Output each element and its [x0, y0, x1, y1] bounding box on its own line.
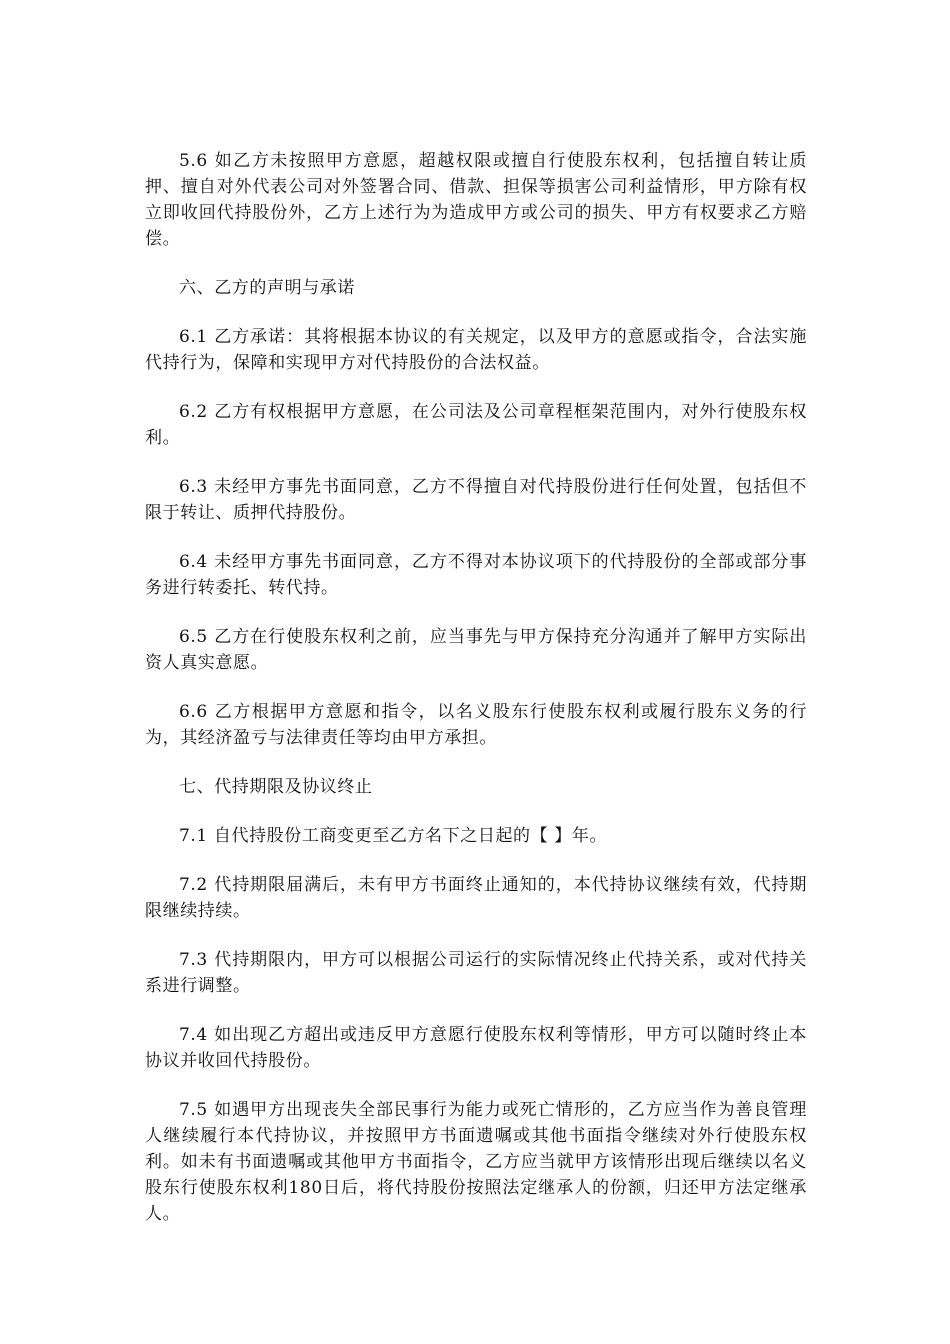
clause-6-2: 6.2 乙方有权根据甲方意愿，在公司法及公司章程框架范围内，对外行使股东权利。	[145, 402, 807, 448]
document-page	[145, 148, 807, 1250]
clause-7-2: 7.2 代持期限届满后，未有甲方书面终止通知的，本代持协议继续有效，代持期限继续持续。	[145, 875, 807, 921]
section-heading-6: 六、乙方的声明与承诺	[179, 278, 355, 298]
clause-7-5: 7.5 如遇甲方出现丧失全部民事行为能力或死亡情形的，乙方应当作为善良管理人继续履行本代持协议，并按照甲方书面遗嘱或其他书面指令继续对外行使股东权利。如未有书面遗嘱或其他甲方书面指令，乙方应当就甲方该情形出现后继续以名义股东行使股东权利180日后，将代持股份按照法定继承人的份额，归还甲方法定继承人。	[145, 1100, 807, 1224]
clause-6-6: 6.6 乙方根据甲方意愿和指令，以名义股东行使股东权利或履行股东义务的行为，其经济盈亏与法律责任等均由甲方承担。	[145, 702, 807, 748]
clause-6-3: 6.3 未经甲方事先书面同意，乙方不得擅自对代持股份进行任何处置，包括但不限于转让、质押代持股份。	[145, 477, 807, 523]
clause-6-4: 6.4 未经甲方事先书面同意，乙方不得对本协议项下的代持股份的全部或部分事务进行转委托、转代持。	[145, 552, 807, 598]
clause-5-6: 5.6 如乙方未按照甲方意愿，超越权限或擅自行使股东权利，包括擅自转让质押、擅自对外代表公司对外签署合同、借款、担保等损害公司利益情形，甲方除有权立即收回代持股份外，乙方上述行为为造成甲方或公司的损失、甲方有权要求乙方赔偿。	[145, 151, 807, 249]
clause-7-1: 7.1 自代持股份工商变更至乙方名下之日起的【 】年。	[179, 826, 608, 846]
clause-7-4: 7.4 如出现乙方超出或违反甲方意愿行使股东权利等情形，甲方可以随时终止本协议并收回代持股份。	[145, 1025, 807, 1071]
clause-6-5: 6.5 乙方在行使股东权利之前，应当事先与甲方保持充分沟通并了解甲方实际出资人真实意愿。	[145, 627, 807, 673]
section-heading-7: 七、代持期限及协议终止	[179, 777, 373, 797]
clause-6-1: 6.1 乙方承诺：其将根据本协议的有关规定，以及甲方的意愿或指令，合法实施代持行为，保障和实现甲方对代持股份的合法权益。	[145, 327, 807, 373]
clause-7-3: 7.3 代持期限内，甲方可以根据公司运行的实际情况终止代持关系，或对代持关系进行调整。	[145, 950, 807, 996]
